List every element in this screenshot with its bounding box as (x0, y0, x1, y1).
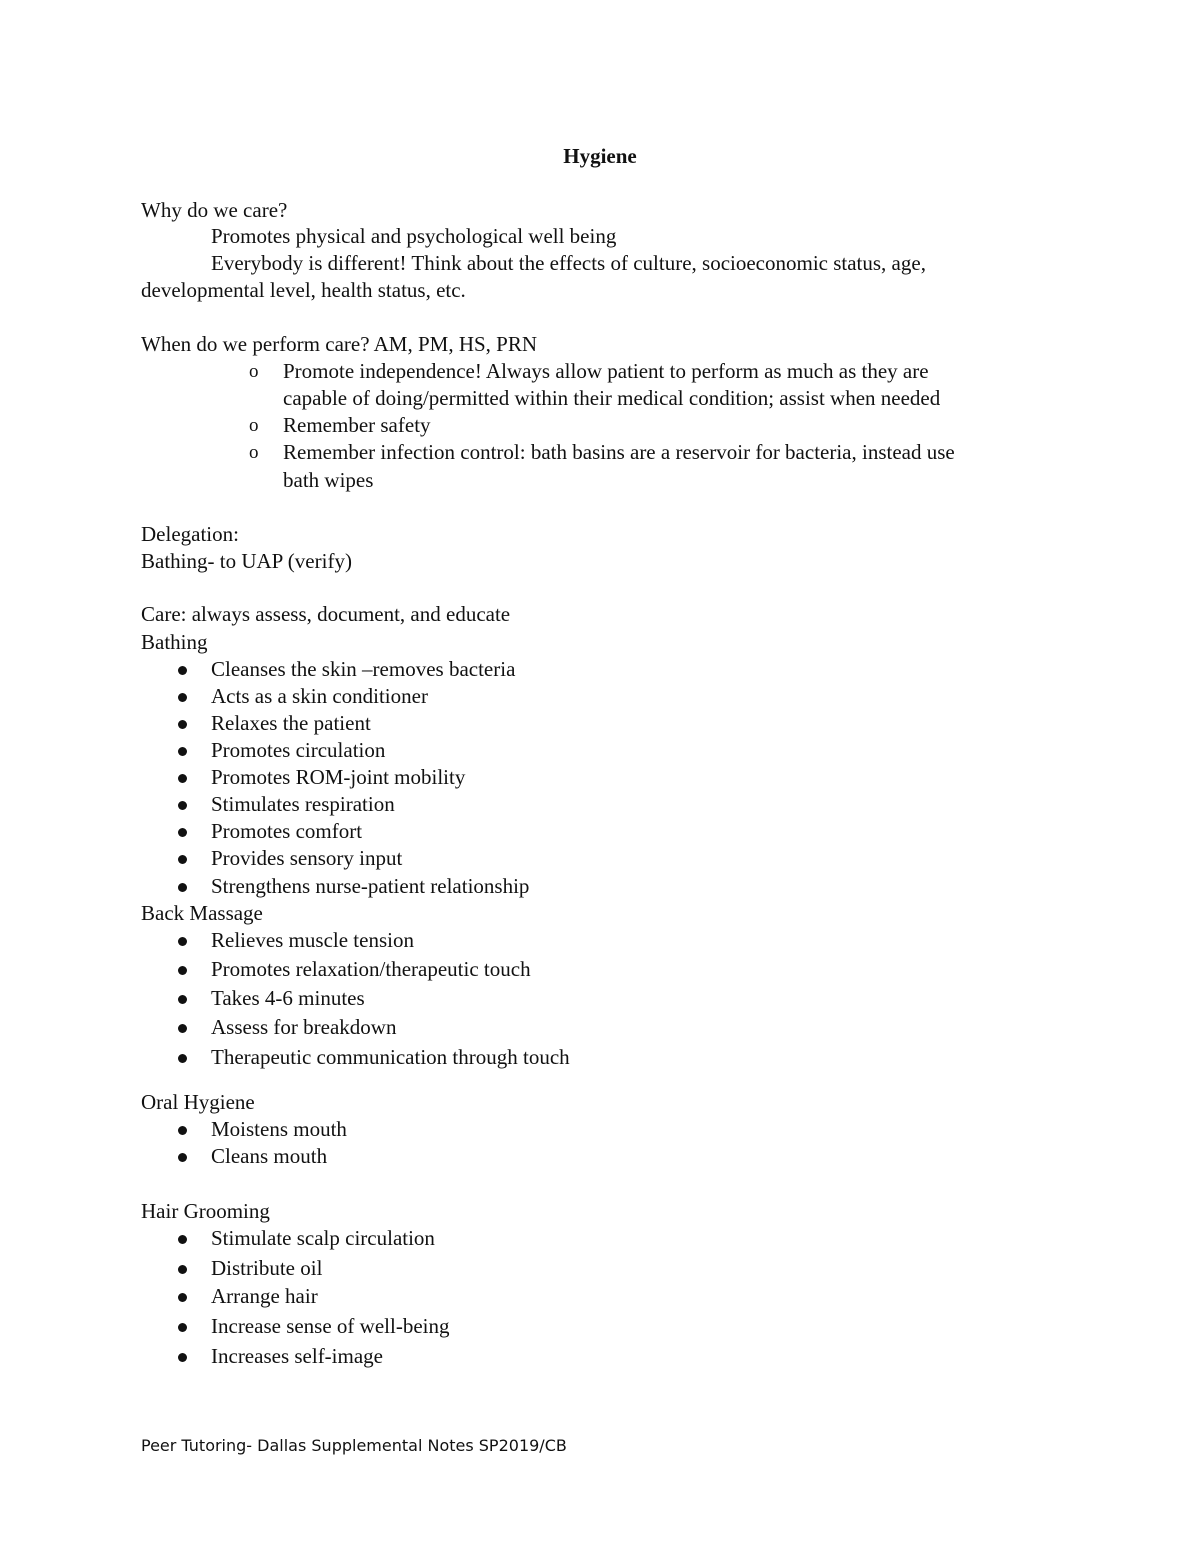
o-bullet-marker: o (249, 442, 259, 463)
bullet-icon (178, 966, 187, 975)
bullet-icon (178, 801, 187, 810)
bullet-icon (178, 774, 187, 783)
bullet-icon (178, 937, 187, 946)
when-item-1-line-2: capable of doing/permitted within their medical condition; assist when needed (283, 386, 941, 410)
bathing-item: Stimulates respiration (211, 792, 395, 816)
bullet-icon (178, 1235, 187, 1244)
hair-grooming-item: Increase sense of well-being (211, 1314, 450, 1338)
back-massage-item: Assess for breakdown (211, 1015, 397, 1039)
section-heading-hair-grooming: Hair Grooming (141, 1199, 270, 1223)
back-massage-item: Therapeutic communication through touch (211, 1045, 570, 1069)
when-heading: When do we perform care? AM, PM, HS, PRN (141, 332, 538, 356)
bullet-icon (178, 720, 187, 729)
bullet-icon (178, 1293, 187, 1302)
why-line-2b: developmental level, health status, etc. (141, 278, 466, 302)
back-massage-item: Takes 4-6 minutes (211, 986, 365, 1010)
why-line-2a: Everybody is different! Think about the effects of culture, socioeconomic status, age, (211, 251, 926, 275)
when-item-3-line-2: bath wipes (283, 468, 374, 492)
bathing-item: Cleanses the skin –removes bacteria (211, 657, 516, 681)
why-line-1: Promotes physical and psychological well being (211, 224, 617, 248)
bullet-icon (178, 883, 187, 892)
bullet-icon (178, 1353, 187, 1362)
section-heading-oral-hygiene: Oral Hygiene (141, 1090, 255, 1114)
bullet-icon (178, 693, 187, 702)
bathing-item: Provides sensory input (211, 846, 403, 870)
bathing-item: Promotes comfort (211, 819, 363, 843)
back-massage-item: Relieves muscle tension (211, 928, 414, 952)
when-item-1-line-1: Promote independence! Always allow patient to perform as much as they are (283, 359, 929, 383)
bathing-item: Relaxes the patient (211, 711, 371, 735)
when-item-3-line-1: Remember infection control: bath basins are a reservoir for bacteria, instead use (283, 440, 955, 464)
page-footer: Peer Tutoring- Dallas Supplemental Notes SP2019/CB (141, 1436, 567, 1455)
bullet-icon (178, 828, 187, 837)
oral-hygiene-item: Cleans mouth (211, 1144, 328, 1168)
care-heading: Care: always assess, document, and educate (141, 602, 511, 626)
bullet-icon (178, 1024, 187, 1033)
bathing-item: Acts as a skin conditioner (211, 684, 428, 708)
oral-hygiene-item: Moistens mouth (211, 1117, 347, 1141)
delegation-heading: Delegation: (141, 522, 239, 546)
bathing-item: Promotes circulation (211, 738, 386, 762)
bullet-icon (178, 1126, 187, 1135)
bullet-icon (178, 1153, 187, 1162)
hair-grooming-item: Distribute oil (211, 1256, 323, 1280)
bullet-icon (178, 855, 187, 864)
why-heading: Why do we care? (141, 198, 288, 222)
bullet-icon (178, 747, 187, 756)
hair-grooming-item: Arrange hair (211, 1284, 318, 1308)
back-massage-item: Promotes relaxation/therapeutic touch (211, 957, 531, 981)
bullet-icon (178, 1323, 187, 1332)
delegation-line: Bathing- to UAP (verify) (141, 549, 352, 573)
bullet-icon (178, 1265, 187, 1274)
when-item-2: Remember safety (283, 413, 431, 437)
bathing-item: Strengthens nurse-patient relationship (211, 874, 530, 898)
bathing-item: Promotes ROM-joint mobility (211, 765, 466, 789)
o-bullet-marker: o (249, 415, 259, 436)
section-heading-bathing: Bathing (141, 630, 208, 654)
bullet-icon (178, 995, 187, 1004)
bullet-icon (178, 666, 187, 675)
section-heading-back-massage: Back Massage (141, 901, 263, 925)
bullet-icon (178, 1054, 187, 1063)
document-title: Hygiene (563, 144, 637, 168)
hair-grooming-item: Increases self-image (211, 1344, 383, 1368)
o-bullet-marker: o (249, 361, 259, 382)
hair-grooming-item: Stimulate scalp circulation (211, 1226, 435, 1250)
